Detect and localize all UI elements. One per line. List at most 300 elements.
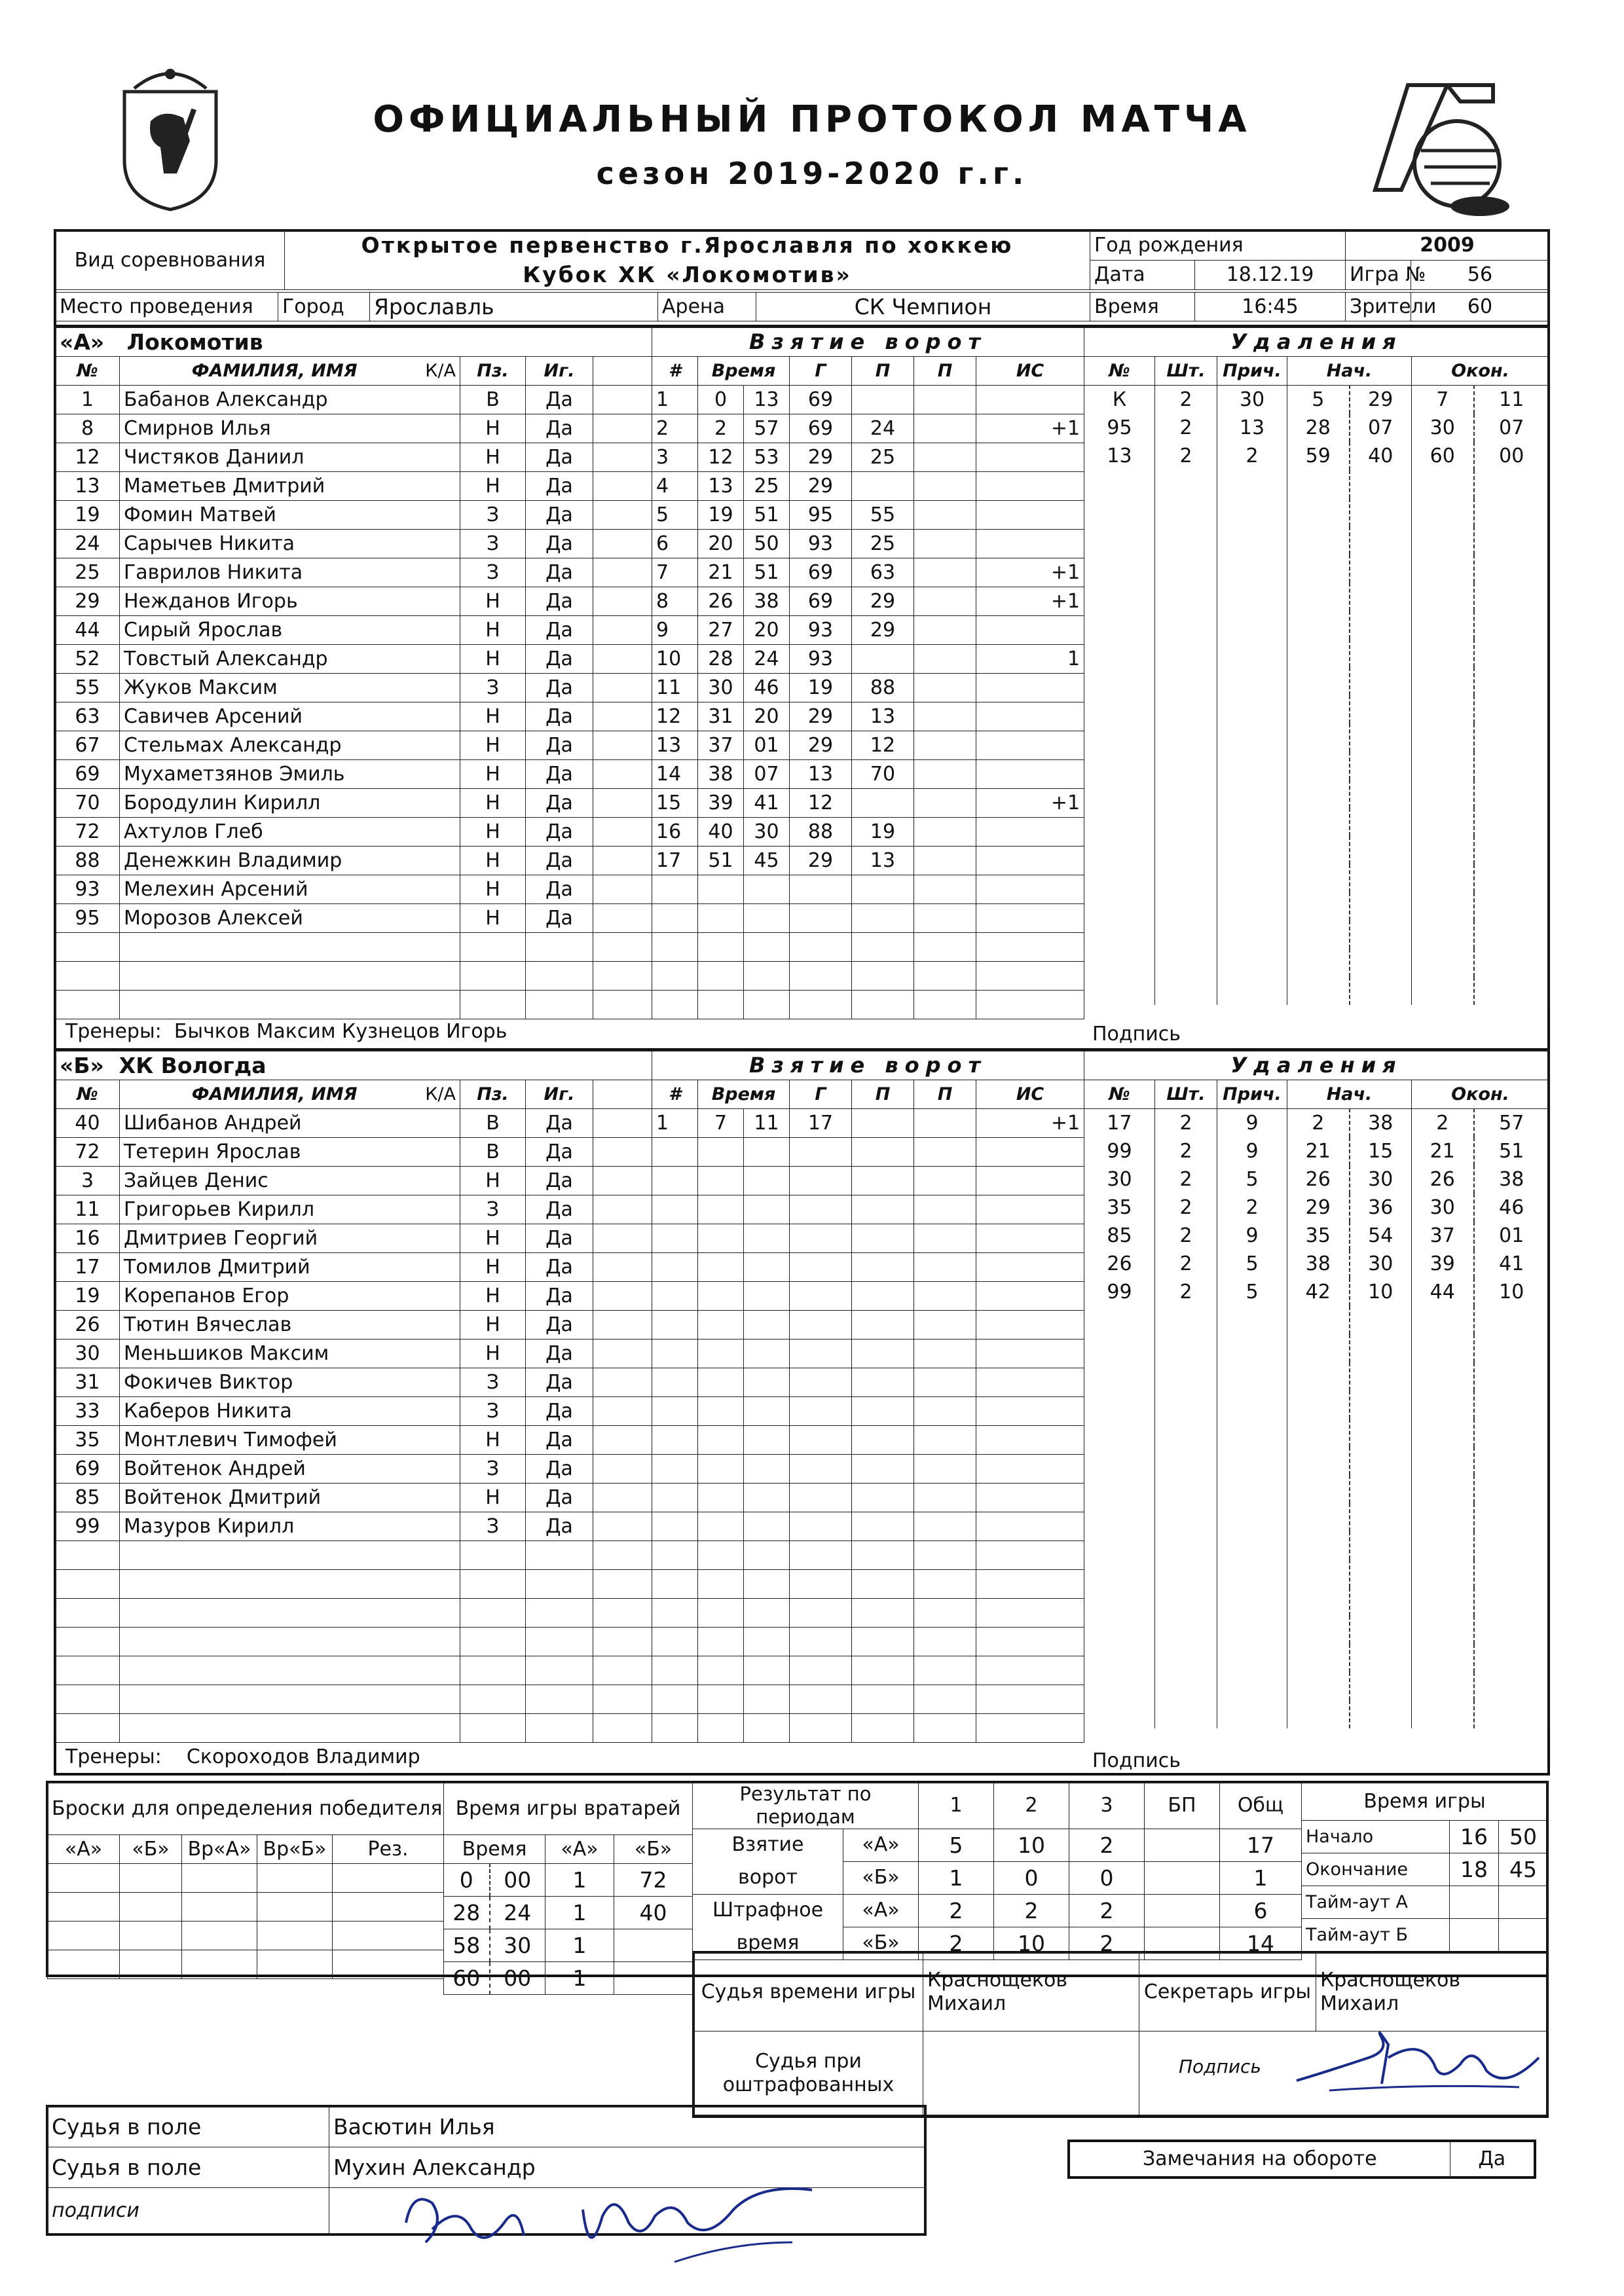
period-col-1: 1 xyxy=(919,1783,994,1829)
empty-cell xyxy=(120,933,460,962)
empty-cell xyxy=(698,933,744,962)
goal-situation: +1 xyxy=(976,1109,1084,1138)
b-col-name-text: ФАМИЛИЯ, ИМЯ xyxy=(191,1084,358,1104)
player-played: Да xyxy=(526,1455,593,1484)
player-played: Да xyxy=(526,558,593,587)
empty-cell xyxy=(1084,1616,1155,1644)
empty-cell xyxy=(1217,1334,1287,1362)
empty-cell xyxy=(1287,1334,1350,1362)
empty-cell xyxy=(56,1656,120,1685)
penalty-minutes: 2 xyxy=(1155,386,1217,414)
empty-cell xyxy=(1084,1531,1155,1559)
player-row xyxy=(56,1541,652,1570)
empty-cell xyxy=(593,1656,652,1685)
empty-cell xyxy=(1412,864,1474,892)
goal-assist-2 xyxy=(914,847,976,875)
goal-number: 2 xyxy=(652,414,698,443)
player-position: Н xyxy=(460,818,526,847)
penalty-row xyxy=(1084,1362,1549,1391)
empty-cell xyxy=(1412,892,1474,920)
player-spacer xyxy=(593,760,652,789)
team-a-penalties-title: Удаления xyxy=(1084,327,1549,357)
empty-cell xyxy=(1350,949,1412,977)
empty-cell xyxy=(652,1541,698,1570)
penalty-start-min: 28 xyxy=(1287,414,1350,442)
b-col-spacer xyxy=(593,1080,652,1109)
empty-cell xyxy=(1217,583,1287,611)
empty-cell xyxy=(1217,977,1287,1005)
player-name: Корепанов Егор xyxy=(120,1282,460,1311)
penalty-row xyxy=(1084,920,1549,949)
birth-year-value: 2009 xyxy=(1346,231,1549,261)
player-row xyxy=(56,558,652,587)
player-name: Жуков Максим xyxy=(120,674,460,702)
empty-cell xyxy=(1287,695,1350,723)
empty-cell xyxy=(1287,639,1350,667)
goal-row xyxy=(652,386,1084,414)
empty-cell xyxy=(1350,1475,1412,1503)
penalty-start-min: 35 xyxy=(1287,1222,1350,1250)
goalie-team-a: 1 xyxy=(545,1864,614,1897)
empty-cell xyxy=(744,1656,790,1685)
goal-row xyxy=(652,1138,1084,1167)
player-spacer xyxy=(593,501,652,530)
player-spacer xyxy=(593,616,652,645)
goal-assist-2 xyxy=(914,731,976,760)
goal-assist-2 xyxy=(914,616,976,645)
player-position: З xyxy=(460,501,526,530)
goals-a-p3: 2 xyxy=(1069,1829,1145,1861)
empty-cell xyxy=(976,1282,1084,1311)
penalty-reason: 5 xyxy=(1217,1250,1287,1278)
referee-signatures-label: подписи xyxy=(48,2188,329,2234)
vid-label: Вид соревнования xyxy=(56,231,285,290)
empty-cell xyxy=(56,1628,120,1656)
empty-cell xyxy=(1412,1306,1474,1334)
goalie-team-b: 40 xyxy=(614,1897,693,1929)
penalty-minutes: 2 xyxy=(1155,1109,1217,1138)
player-position: З xyxy=(460,1368,526,1397)
pim-b-p1: 2 xyxy=(919,1927,994,1959)
player-row xyxy=(56,386,652,414)
empty-cell xyxy=(790,1195,852,1224)
empty-cell xyxy=(852,1628,914,1656)
arena-label: Арена xyxy=(658,293,756,321)
empty-cell xyxy=(852,1253,914,1282)
empty-cell xyxy=(593,1685,652,1714)
player-position: Н xyxy=(460,847,526,875)
empty-cell xyxy=(1084,892,1155,920)
penalty-end-sec: 46 xyxy=(1474,1194,1549,1222)
goal-second: 41 xyxy=(744,789,790,818)
empty-cell xyxy=(652,1599,698,1628)
empty-cell xyxy=(790,1339,852,1368)
pim-a-total: 6 xyxy=(1220,1894,1302,1927)
empty-cell xyxy=(1474,1531,1549,1559)
player-spacer xyxy=(593,1397,652,1426)
empty-cell xyxy=(744,1541,790,1570)
penalty-end-sec: 00 xyxy=(1474,442,1549,470)
empty-cell xyxy=(1084,836,1155,864)
pim-team-b-label: «Б» xyxy=(843,1927,919,1959)
empty-cell xyxy=(852,1570,914,1599)
penalty-end-min: 30 xyxy=(1412,1194,1474,1222)
player-spacer xyxy=(593,702,652,731)
goal-assist-2 xyxy=(914,702,976,731)
empty-cell xyxy=(1412,780,1474,808)
player-number: 35 xyxy=(56,1426,120,1455)
empty-cell xyxy=(1350,836,1412,864)
team-a-coaches-label: Тренеры: xyxy=(65,1020,162,1043)
empty-cell xyxy=(914,1714,976,1743)
goal-assist-1: 29 xyxy=(852,587,914,616)
col-ka: К/А xyxy=(425,361,456,381)
goal-minute: 26 xyxy=(698,587,744,616)
goals-b-ot xyxy=(1145,1861,1220,1894)
empty-cell xyxy=(1412,752,1474,780)
b-col-name xyxy=(120,1080,460,1109)
goalie-col-a: «А» xyxy=(545,1835,614,1864)
empty-cell xyxy=(1217,470,1287,498)
empty-cell xyxy=(1287,920,1350,949)
goal-minute: 38 xyxy=(698,760,744,789)
player-name: Гаврилов Никита xyxy=(120,558,460,587)
player-name: Морозов Алексей xyxy=(120,904,460,933)
goal-row xyxy=(652,1368,1084,1397)
game-start-label: Начало xyxy=(1302,1821,1450,1853)
player-name: Денежкин Владимир xyxy=(120,847,460,875)
goal-assist-1: 19 xyxy=(852,818,914,847)
empty-cell xyxy=(852,1397,914,1426)
empty-cell xyxy=(744,1311,790,1339)
empty-cell xyxy=(744,962,790,991)
penalty-start-min: 38 xyxy=(1287,1250,1350,1278)
goal-number: 1 xyxy=(652,386,698,414)
empty-cell xyxy=(1217,1644,1287,1672)
empty-cell xyxy=(1084,695,1155,723)
player-name: Григорьев Кирилл xyxy=(120,1195,460,1224)
empty-cell xyxy=(1474,1588,1549,1616)
penalty-start-min: 5 xyxy=(1287,386,1350,414)
penalty-start-sec: 10 xyxy=(1350,1278,1412,1306)
player-spacer xyxy=(593,847,652,875)
empty-cell xyxy=(1155,526,1217,555)
goal-situation xyxy=(976,443,1084,472)
timeout-a-label: Тайм-аут А xyxy=(1302,1886,1450,1919)
goal-minute: 39 xyxy=(698,789,744,818)
empty-cell xyxy=(790,1484,852,1512)
empty-cell xyxy=(976,1368,1084,1397)
player-row xyxy=(56,1628,652,1656)
game-start-min: 50 xyxy=(1499,1821,1548,1853)
player-position: В xyxy=(460,1109,526,1138)
empty-cell xyxy=(1084,920,1155,949)
penalty-end-sec: 07 xyxy=(1474,414,1549,442)
pen-col-reason: Прич. xyxy=(1217,357,1287,386)
empty-cell xyxy=(914,1339,976,1368)
player-spacer xyxy=(593,1426,652,1455)
empty-cell xyxy=(1412,1391,1474,1419)
penalty-row xyxy=(1084,1250,1549,1278)
empty-cell xyxy=(1350,695,1412,723)
empty-cell xyxy=(852,933,914,962)
empty-cell xyxy=(1084,864,1155,892)
empty-cell xyxy=(1217,1672,1287,1700)
empty-cell xyxy=(790,933,852,962)
goals-col-hash: # xyxy=(652,357,698,386)
player-row xyxy=(56,1455,652,1484)
player-number: 72 xyxy=(56,818,120,847)
empty-cell xyxy=(1287,723,1350,752)
empty-cell xyxy=(744,1570,790,1599)
penalty-row xyxy=(1084,611,1549,639)
empty-cell xyxy=(790,1282,852,1311)
goal-row xyxy=(652,1167,1084,1195)
game-end-min: 45 xyxy=(1499,1853,1548,1886)
empty-cell xyxy=(1474,780,1549,808)
secretary-signature-cell xyxy=(1139,2032,1548,2115)
empty-cell xyxy=(744,1339,790,1368)
goal-row xyxy=(652,1599,1084,1628)
empty-cell xyxy=(1217,1391,1287,1419)
penalty-player: 26 xyxy=(1084,1250,1155,1278)
player-number: 72 xyxy=(56,1138,120,1167)
goal-row xyxy=(652,1685,1084,1714)
pim-label-2: время xyxy=(693,1927,843,1959)
penalty-row xyxy=(1084,892,1549,920)
empty-cell xyxy=(914,1628,976,1656)
goal-assist-2 xyxy=(914,443,976,472)
player-name: Бородулин Кирилл xyxy=(120,789,460,818)
empty-cell xyxy=(976,1138,1084,1167)
player-number: 30 xyxy=(56,1339,120,1368)
goal-number: 4 xyxy=(652,472,698,501)
empty-cell xyxy=(1350,1334,1412,1362)
goal-row xyxy=(652,1195,1084,1224)
goal-row xyxy=(652,1224,1084,1253)
empty-cell xyxy=(698,1656,744,1685)
empty-cell xyxy=(790,1397,852,1426)
team-a-label: «А» xyxy=(60,329,105,355)
goal-situation xyxy=(976,674,1084,702)
empty-cell xyxy=(1287,611,1350,639)
player-name: Сирый Ярослав xyxy=(120,616,460,645)
empty-cell xyxy=(698,1368,744,1397)
player-name: Каберов Никита xyxy=(120,1397,460,1426)
player-position: Н xyxy=(460,1426,526,1455)
game-no-label: Игра № xyxy=(1346,261,1411,290)
player-played: Да xyxy=(526,616,593,645)
player-row xyxy=(56,1484,652,1512)
player-position: Н xyxy=(460,645,526,674)
empty-cell xyxy=(976,1195,1084,1224)
player-played: Да xyxy=(526,645,593,674)
goal-row xyxy=(652,1253,1084,1282)
goal-number: 7 xyxy=(652,558,698,587)
player-name: Фокичев Виктор xyxy=(120,1368,460,1397)
player-row xyxy=(56,443,652,472)
goal-situation xyxy=(976,818,1084,847)
empty-cell xyxy=(698,1484,744,1512)
pim-b-total: 14 xyxy=(1220,1927,1302,1959)
empty-cell xyxy=(1350,667,1412,695)
player-position: Н xyxy=(460,443,526,472)
empty-cell xyxy=(914,1599,976,1628)
player-number: 3 xyxy=(56,1167,120,1195)
goal-number: 9 xyxy=(652,616,698,645)
penalty-row xyxy=(1084,1222,1549,1250)
empty-cell xyxy=(914,1656,976,1685)
empty-cell xyxy=(1155,1306,1217,1334)
lokomotiv-club-logo xyxy=(1362,72,1519,223)
goalie-time-table xyxy=(443,1782,693,1995)
shootout-col-res: Рез. xyxy=(333,1835,444,1864)
player-spacer xyxy=(593,443,652,472)
goal-row xyxy=(652,1339,1084,1368)
arena-value: СК Чемпион xyxy=(756,293,1090,321)
empty-cell xyxy=(1217,1362,1287,1391)
remarks-table xyxy=(1067,2140,1536,2179)
penalty-row xyxy=(1084,695,1549,723)
empty-cell xyxy=(1287,1306,1350,1334)
team-b-signature-label: Подпись xyxy=(1092,1749,1181,1772)
empty-cell xyxy=(976,1397,1084,1426)
player-row xyxy=(56,1397,652,1426)
player-spacer xyxy=(593,1224,652,1253)
goal-row xyxy=(652,1426,1084,1455)
goal-row xyxy=(652,472,1084,501)
game-time-table xyxy=(1301,1782,1548,1952)
goal-assist-1: 25 xyxy=(852,443,914,472)
player-played: Да xyxy=(526,1426,593,1455)
col-name-text: ФАМИЛИЯ, ИМЯ xyxy=(191,361,358,381)
goals-b-p1: 1 xyxy=(919,1861,994,1894)
empty-cell xyxy=(914,1311,976,1339)
empty-cell xyxy=(852,1512,914,1541)
goal-minute: 12 xyxy=(698,443,744,472)
empty-cell xyxy=(1287,836,1350,864)
empty-cell xyxy=(120,1656,460,1685)
goal-assist-1: 13 xyxy=(852,702,914,731)
empty-cell xyxy=(744,1368,790,1397)
team-b-coaches-label: Тренеры: xyxy=(65,1745,162,1768)
player-played: Да xyxy=(526,1368,593,1397)
empty-cell xyxy=(976,1512,1084,1541)
empty-cell xyxy=(1155,864,1217,892)
penalty-reason: 2 xyxy=(1217,442,1287,470)
goal-number: 11 xyxy=(652,674,698,702)
empty-cell xyxy=(976,1570,1084,1599)
empty-cell xyxy=(1155,752,1217,780)
player-row xyxy=(56,616,652,645)
goal-second: 51 xyxy=(744,501,790,530)
team-a-title xyxy=(56,327,652,357)
player-played: Да xyxy=(526,1138,593,1167)
penalty-row xyxy=(1084,1306,1549,1334)
player-number: 55 xyxy=(56,674,120,702)
goal-situation xyxy=(976,472,1084,501)
empty-cell xyxy=(976,904,1084,933)
empty-cell xyxy=(1474,555,1549,583)
goal-row xyxy=(652,1512,1084,1541)
empty-cell xyxy=(593,1628,652,1656)
player-name: Зайцев Денис xyxy=(120,1167,460,1195)
spectators-value: 60 xyxy=(1411,293,1549,321)
shootout-table xyxy=(47,1782,444,1979)
penalty-minutes: 2 xyxy=(1155,1278,1217,1306)
empty-cell xyxy=(1287,470,1350,498)
goal-second: 50 xyxy=(744,530,790,558)
remarks-value: Да xyxy=(1450,2141,1535,2178)
player-name: Мазуров Кирилл xyxy=(120,1512,460,1541)
goal-minute: 51 xyxy=(698,847,744,875)
empty-cell xyxy=(652,1282,698,1311)
empty-cell xyxy=(790,1714,852,1743)
player-spacer xyxy=(593,904,652,933)
penalty-judge-label: Судья при оштрафованных xyxy=(694,2032,923,2115)
empty-cell xyxy=(852,991,914,1019)
player-row xyxy=(56,1426,652,1455)
player-row xyxy=(56,933,652,962)
goalie-change-second: 00 xyxy=(490,1864,545,1897)
b-col-ka: К/А xyxy=(425,1084,456,1104)
penalty-end-sec: 01 xyxy=(1474,1222,1549,1250)
team-a-signature-label: Подпись xyxy=(1092,1023,1181,1046)
player-spacer xyxy=(593,558,652,587)
pim-a-p2: 2 xyxy=(994,1894,1069,1927)
empty-cell xyxy=(526,1656,593,1685)
goal-minute: 27 xyxy=(698,616,744,645)
empty-cell xyxy=(976,1541,1084,1570)
empty-cell xyxy=(56,933,120,962)
goal-scorer: 69 xyxy=(790,587,852,616)
time-label: Время xyxy=(1090,293,1195,321)
goal-minute: 2 xyxy=(698,414,744,443)
empty-cell xyxy=(652,933,698,962)
empty-cell xyxy=(593,962,652,991)
goal-assist-2 xyxy=(914,760,976,789)
empty-cell xyxy=(698,1426,744,1455)
empty-cell xyxy=(698,1512,744,1541)
pim-team-a-label: «А» xyxy=(843,1894,919,1927)
pen-col-sht: Шт. xyxy=(1155,357,1217,386)
goal-minute: 40 xyxy=(698,818,744,847)
empty-cell xyxy=(852,1685,914,1714)
pen-col-start: Нач. xyxy=(1287,357,1412,386)
penalty-minutes: 2 xyxy=(1155,442,1217,470)
player-row xyxy=(56,962,652,991)
player-number: 52 xyxy=(56,645,120,674)
goal-minute: 20 xyxy=(698,530,744,558)
empty-cell xyxy=(460,1628,526,1656)
player-played: Да xyxy=(526,1339,593,1368)
empty-cell xyxy=(1287,667,1350,695)
penalty-row xyxy=(1084,1700,1549,1728)
time-value: 16:45 xyxy=(1195,293,1346,321)
empty-cell xyxy=(914,1455,976,1484)
date-label: Дата xyxy=(1090,261,1195,290)
player-spacer xyxy=(593,1138,652,1167)
empty-cell xyxy=(698,1714,744,1743)
empty-cell xyxy=(1350,864,1412,892)
empty-cell xyxy=(1084,752,1155,780)
team-b-label: «Б» xyxy=(60,1052,104,1078)
goal-situation xyxy=(976,616,1084,645)
goal-assist-1: 63 xyxy=(852,558,914,587)
player-played: Да xyxy=(526,1311,593,1339)
goal-scorer: 69 xyxy=(790,558,852,587)
penalty-end-min: 39 xyxy=(1412,1250,1474,1278)
